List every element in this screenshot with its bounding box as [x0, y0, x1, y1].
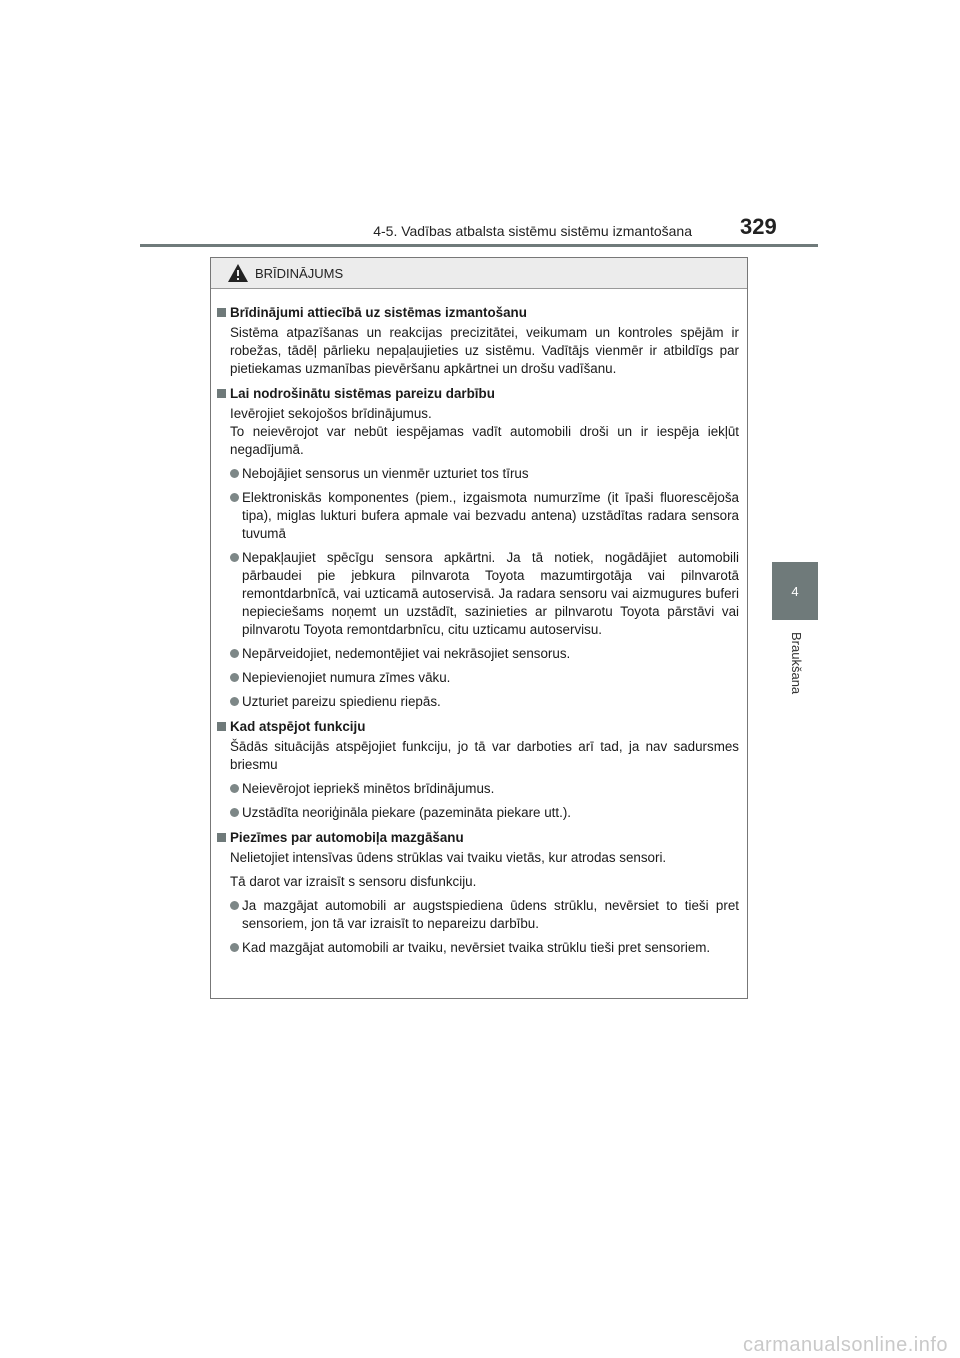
warning-content	[211, 289, 747, 957]
section-heading: Kad atspējot funkciju	[217, 718, 739, 736]
list-item: Uzstādīta neoriģināla piekare (pazemināta piekare utt.).	[230, 804, 739, 822]
list-item: Nebojājiet sensorus un vienmēr uzturiet tos tīrus	[230, 465, 739, 483]
round-bullet-icon	[230, 673, 239, 682]
round-bullet-icon	[230, 697, 239, 706]
paragraph: Sistēma atpazīšanas un reakcijas precizitātei, veikumam un kontroles spējām ir robežas, tādēļ pārlieku nepaļaujieties uz sistēmu. Vadītājs vienmēr ir atbildīgs par pietiekamas uzmanības pievēršanu apkārtnei un drošu vadīšanu.	[230, 325, 739, 376]
round-bullet-icon	[230, 943, 239, 952]
warning-title: BRĪDINĀJUMS	[255, 265, 344, 281]
warning-triangle-icon	[227, 263, 249, 283]
list-item: Nepievienojiet numura zīmes vāku.	[230, 669, 739, 687]
list-item: Kad mazgājat automobili ar tvaiku, nevērsiet tvaika strūklu tieši pret sensoriem.	[230, 939, 739, 957]
footer-watermark: carmanualsonline.info	[742, 1334, 948, 1356]
section-heading: Brīdinājumi attiecībā uz sistēmas izmantošanu	[217, 304, 739, 322]
square-bullet-icon	[217, 308, 226, 317]
round-bullet-icon	[230, 649, 239, 658]
round-bullet-icon	[230, 553, 239, 562]
round-bullet-icon	[230, 784, 239, 793]
list-item: Uzturiet pareizu spiedienu riepās.	[230, 693, 739, 711]
round-bullet-icon	[230, 901, 239, 910]
square-bullet-icon	[217, 722, 226, 731]
round-bullet-icon	[230, 469, 239, 478]
header-divider	[140, 244, 818, 247]
paragraph: To neievērojot var nebūt iespējamas vadīt automobili droši un ir iespēja iekļūt negadījumā.	[230, 424, 739, 457]
section-heading: Lai nodrošinātu sistēmas pareizu darbību	[217, 385, 739, 403]
paragraph: Tā darot var izraisīt s sensoru disfunkciju.	[230, 874, 477, 889]
list-item: Neievērojot iepriekš minētos brīdinājumus.	[230, 780, 739, 798]
chapter-label: Braukšana	[789, 632, 804, 695]
list-item: Nepārveidojiet, nedemontējiet vai nekrāsojiet sensorus.	[230, 645, 739, 663]
chapter-number: 4	[791, 583, 799, 599]
square-bullet-icon	[217, 389, 226, 398]
round-bullet-icon	[230, 808, 239, 817]
list-item: Elektroniskās komponentes (piem., izgaismota numurzīme (it īpaši fluorescējoša tipa), miglas lukturi bufera apmale vai bezvadu antena) uzstādītas radara sensora tuvumā	[230, 489, 739, 543]
list-item: Ja mazgājat automobili ar augstspiediena ūdens strūklu, nevērsiet to tieši pret sensoriem, jon tā var izraisīt to nepareizu darbību.	[230, 897, 739, 933]
warning-box	[210, 257, 748, 999]
page-header	[0, 0, 960, 250]
square-bullet-icon	[217, 833, 226, 842]
warning-header	[211, 258, 747, 289]
chapter-tab	[772, 562, 818, 620]
paragraph: Nelietojiet intensīvas ūdens strūklas vai tvaiku vietās, kur atrodas sensori.	[230, 850, 667, 865]
paragraph: Ievērojiet sekojošos brīdinājumus.	[230, 406, 432, 421]
page-number: 329	[740, 214, 777, 239]
round-bullet-icon	[230, 493, 239, 502]
section-title: 4-5. Vadības atbalsta sistēmu sistēmu izmantošana	[373, 223, 692, 239]
paragraph: Šādās situācijās atspējojiet funkciju, jo tā var darboties arī tad, ja nav sadursmes briesmu	[230, 739, 739, 772]
section-heading: Piezīmes par automobiļa mazgāšanu	[217, 829, 739, 847]
list-item: Nepakļaujiet spēcīgu sensora apkārtni. Ja tā notiek, nogādājiet automobili pārbaudei pie jebkura pilnvarota Toyota mazumtirgotāja vai pilnvarotā remontdarbnīcā, vai uzticamā autoservisā. Ja radara sensoru vai aizmugures buferi nepieciešams noņemt un uzstādīt, sazinieties ar pilnvarotu Toyota pārstāvi vai pilnvarotu Toyota remontdarbnīcu, citu uzticamu autoservisu.	[230, 549, 739, 639]
